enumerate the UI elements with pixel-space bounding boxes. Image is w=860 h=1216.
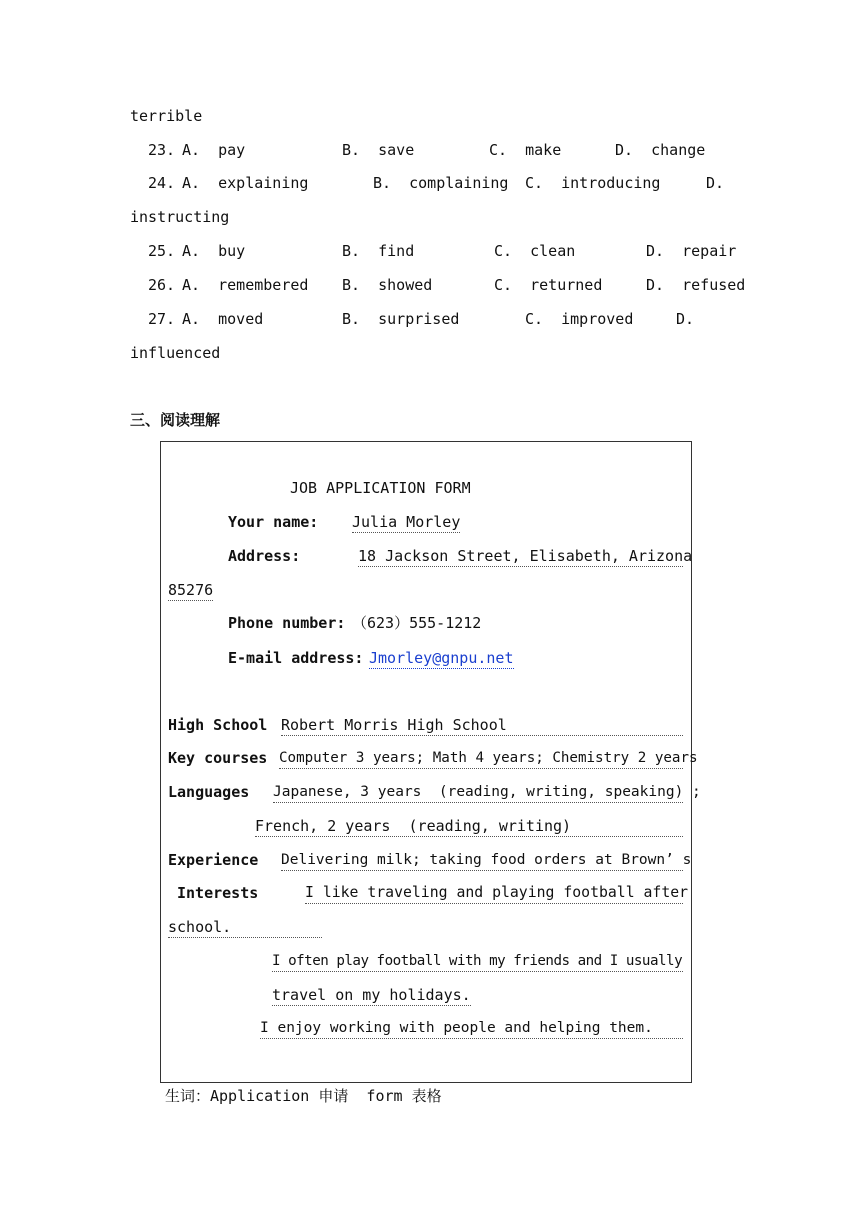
address-value: 18 Jackson Street, Elisabeth, Arizona bbox=[358, 547, 693, 565]
high-school-value: Robert Morris High School bbox=[281, 715, 683, 736]
experience-value: Delivering milk; taking food orders at Brown’ s bbox=[281, 850, 683, 871]
form-title: JOB APPLICATION FORM bbox=[290, 479, 471, 497]
option-b: B. showed bbox=[342, 276, 433, 294]
question-text-fragment: terrible bbox=[130, 107, 203, 125]
option-d: D. bbox=[676, 310, 695, 328]
name-value: Julia Morley bbox=[352, 513, 461, 531]
interests-value-2: school. bbox=[168, 917, 322, 938]
question-number: 23. bbox=[148, 141, 176, 159]
phone-label: Phone number: bbox=[228, 614, 346, 632]
option-a: A. buy bbox=[182, 242, 246, 260]
phone-value: （623）555-1212 bbox=[352, 614, 482, 632]
option-a: A. pay bbox=[182, 141, 246, 159]
address-label: Address: bbox=[228, 547, 301, 565]
option-a: A. moved bbox=[182, 310, 264, 328]
interests-extra-2: travel on my holidays. bbox=[272, 986, 471, 1004]
question-number: 25. bbox=[148, 242, 176, 260]
languages-value-1: Japanese, 3 years (reading, writing, speaking) ; bbox=[273, 782, 683, 803]
interests-extra-3: I enjoy working with people and helping them. bbox=[260, 1018, 683, 1039]
question-number: 24. bbox=[148, 174, 176, 192]
option-b: B. save bbox=[342, 141, 415, 159]
option-c: C. make bbox=[489, 141, 562, 159]
key-courses-value: Computer 3 years; Math 4 years; Chemistry 2 years bbox=[279, 748, 683, 769]
option-b: B. surprised bbox=[342, 310, 460, 328]
option-c: C. improved bbox=[525, 310, 634, 328]
section-heading: 三、阅读理解 bbox=[130, 411, 221, 429]
option-d: D. repair bbox=[646, 242, 737, 260]
vocabulary-note: 生词：Application 申请 form 表格 bbox=[165, 1087, 442, 1105]
option-c: C. clean bbox=[494, 242, 576, 260]
option-a: A. explaining bbox=[182, 174, 309, 192]
option-d: D. refused bbox=[646, 276, 746, 294]
question-number: 26. bbox=[148, 276, 176, 294]
languages-value-2: French, 2 years (reading, writing) bbox=[255, 816, 683, 837]
key-courses-label: Key courses bbox=[168, 749, 268, 767]
option-b: B. complaining bbox=[373, 174, 509, 192]
option-b: B. find bbox=[342, 242, 415, 260]
option-d: D. change bbox=[615, 141, 706, 159]
email-link[interactable]: Jmorley@gnpu.net bbox=[369, 649, 514, 667]
experience-label: Experience bbox=[168, 851, 259, 869]
name-label: Your name: bbox=[228, 513, 319, 531]
address-value-continued: 85276 bbox=[168, 581, 214, 599]
option-a: A. remembered bbox=[182, 276, 309, 294]
option-d: D. bbox=[706, 174, 725, 192]
email-label: E-mail address: bbox=[228, 649, 364, 667]
high-school-label: High School bbox=[168, 716, 268, 734]
interests-value-1: I like traveling and playing football after bbox=[305, 883, 683, 904]
interests-extra-1: I often play football with my friends and I usually bbox=[272, 951, 683, 972]
option-d-continued: instructing bbox=[130, 208, 230, 226]
option-c: C. introducing bbox=[525, 174, 661, 192]
option-d-continued: influenced bbox=[130, 344, 221, 362]
languages-label: Languages bbox=[168, 783, 250, 801]
interests-label: Interests bbox=[177, 884, 259, 902]
question-number: 27. bbox=[148, 310, 176, 328]
option-c: C. returned bbox=[494, 276, 603, 294]
